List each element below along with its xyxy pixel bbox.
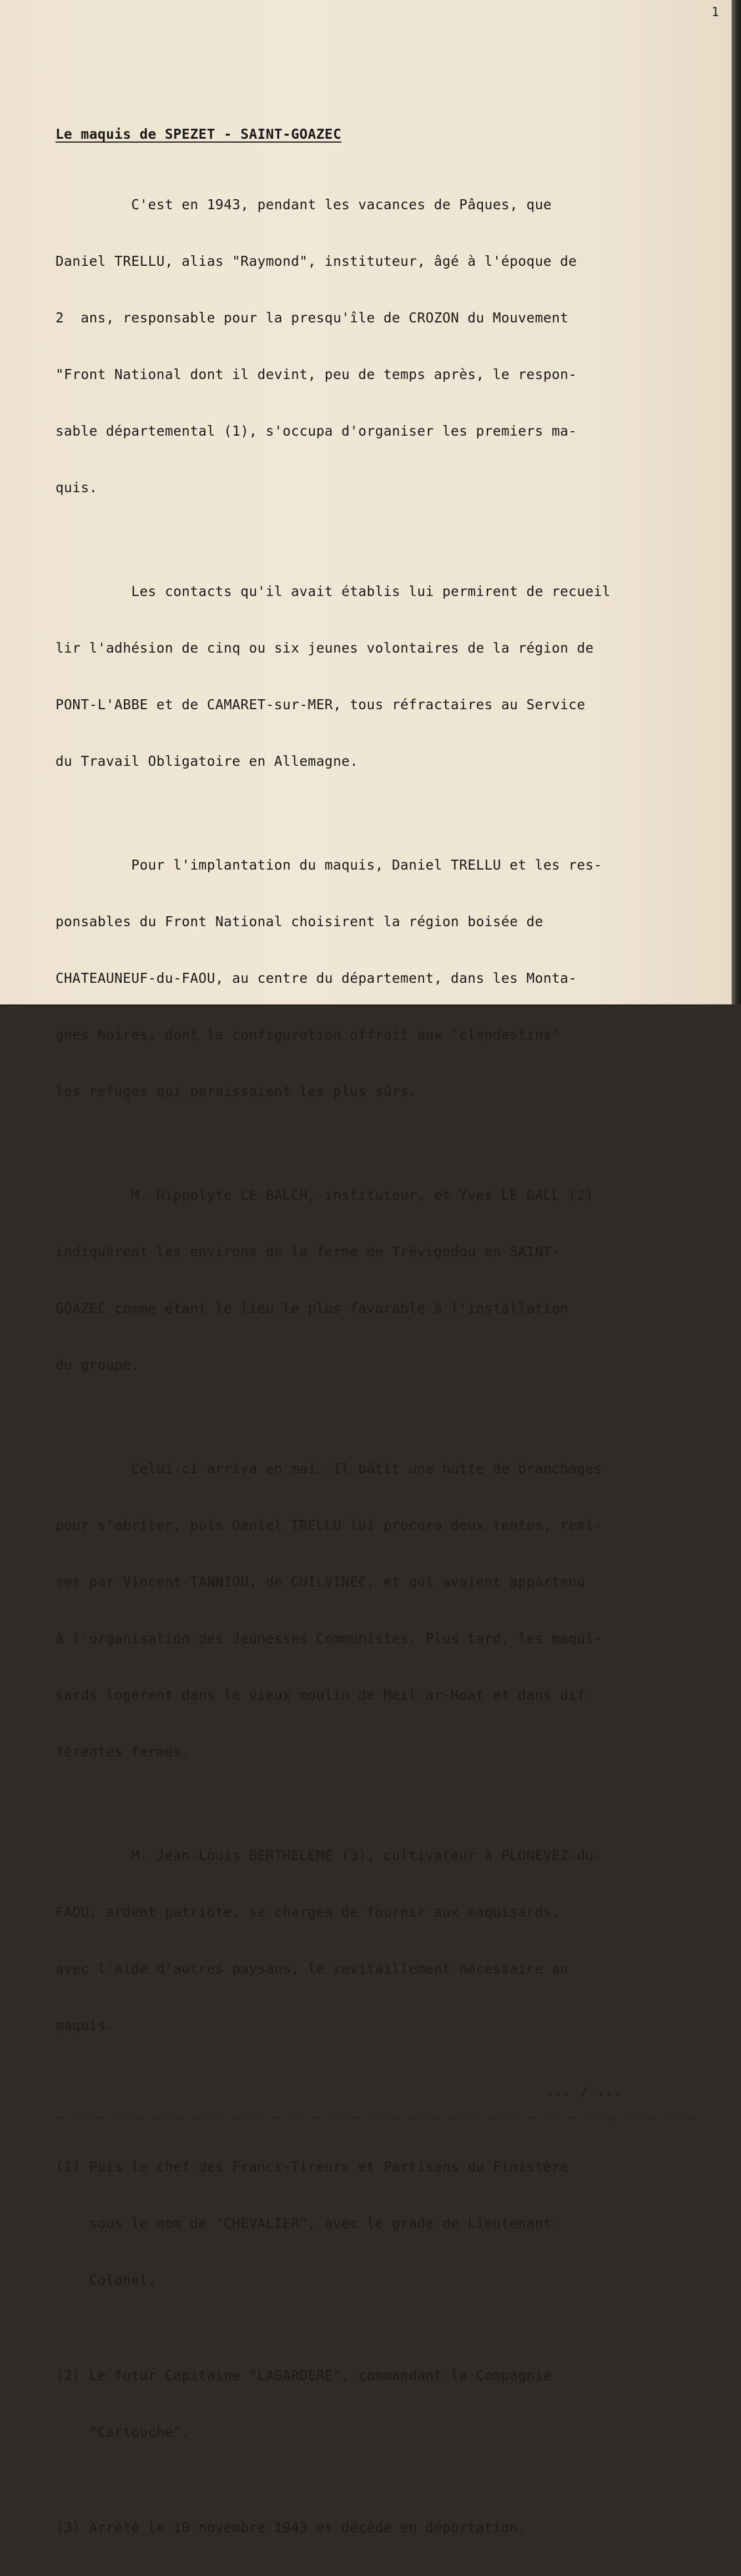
paragraph-5 — [56, 1422, 735, 1799]
text-line: Les contacts qu'il avait établis lui permirent de recueil — [56, 583, 611, 599]
continuation-mark: ... / ... — [546, 2083, 622, 2099]
paragraph-1 — [56, 158, 735, 535]
footnote-1 — [56, 2120, 735, 2327]
paragraph-4 — [56, 1148, 735, 1412]
text-line: M. Jean-Louis BERTHELEME (3), cultivateur à PLONEVEZ-du- — [56, 1847, 602, 1863]
paragraph-2 — [56, 544, 735, 809]
footnote-2 — [56, 2328, 735, 2479]
text-line: férentes fermes. — [56, 1744, 190, 1760]
text-line: du Travail Obligatoire en Allemagne. — [56, 753, 359, 769]
text-line: du groupe. — [56, 1357, 140, 1373]
page-number: 1 — [712, 6, 719, 19]
text-line: "Front National dont il devint, peu de temps après, le respon- — [56, 366, 577, 382]
text-line: maquis. — [56, 2017, 115, 2033]
text-line: sards logèrent dans le vieux moulin de Meil-ar-Hoat et dans dif- — [56, 1687, 594, 1703]
text-line: sable départemental (1), s'occupa d'organiser les premiers ma- — [56, 423, 577, 439]
text-line: FAOU, ardent patriote, se chargea de fournir aux maquisards, — [56, 1904, 561, 1920]
footnote-line: sous le nom de "CHEVALIER", avec le grade de Lieutenant- — [56, 2215, 561, 2231]
footnote-line: (3) Arrêté le 10 novembre 1943 et décédé en déportation. — [56, 2519, 527, 2535]
text-line: Daniel TRELLU, alias "Raymond", instituteur, âgé à l'époque de — [56, 253, 577, 269]
text-line: gnes Noires, dont la configuration offrait aux "clandestins" — [56, 1027, 561, 1043]
text-line: 2 ans, responsable pour la presqu'île de CROZON du Mouvement — [56, 310, 569, 326]
document-title: Le maquis de SPEZET - SAINT-GOAZEC — [56, 126, 342, 142]
footnote-line: Colonel. — [56, 2272, 157, 2288]
text-line: GOAZEC comme étant le lieu le plus favorable à l'installation — [56, 1300, 569, 1316]
footnote-line: (1) Puis le chef des Francs-Tireurs et Partisans du Finistère — [56, 2159, 569, 2175]
text-line: indiquèrent les environs de la ferme de Trévigodou en SAINT- — [56, 1244, 561, 1260]
text-line: ses par Vincent TANNIOU, de GUILVINEC, et qui avaient appartenu — [56, 1574, 586, 1590]
text-line: à l'organisation des Jeunesses Communistes. Plus tard, les maqui- — [56, 1630, 602, 1646]
text-line: ponsables du Front National choisirent la région boisée de — [56, 913, 543, 930]
text-line: avec l'aide d'autres paysans, le ravitaillement nécessaire au — [56, 1961, 569, 1977]
text-line: lir l'adhésion de cinq ou six jeunes volontaires de la région de — [56, 640, 594, 656]
text-line: Celui-ci arriva en mai. Il bâtit une hutte de branchages — [56, 1461, 602, 1477]
text-line: C'est en 1943, pendant les vacances de Pâques, que — [56, 196, 552, 213]
text-line: quis. — [56, 479, 98, 496]
footnote-separator: _ _ _ _ _ _ _ _ _ _ _ _ _ _ _ _ _ _ _ _ _ _ _ _ _ _ _ _ _ _ _ _ _ — [56, 2102, 696, 2118]
text-line: pour s'abriter, puis Daniel TRELLU lui procura deux tentes, remi- — [56, 1517, 602, 1533]
text-line: Pour l'implantation du maquis, Daniel TRELLU et les res- — [56, 857, 602, 873]
footnote-3 — [56, 2481, 735, 2575]
footnote-line: (2) Le futur Capitaine "LAGARDERE", commandant la Compagnie — [56, 2367, 552, 2383]
paragraph-6 — [56, 1809, 735, 2073]
document-body — [56, 125, 735, 2576]
text-line: CHATEAUNEUF-du-FAOU, au centre du département, dans les Monta- — [56, 970, 577, 986]
text-line: M. Hippolyte LE BALCH, instituteur, et Yves LE GALL (2) — [56, 1187, 594, 1203]
text-line: les refuges qui paraissaient les plus sûrs. — [56, 1083, 417, 1099]
paragraph-3 — [56, 818, 735, 1139]
text-line: PONT-L'ABBE et de CAMARET-sur-MER, tous réfractaires au Service — [56, 696, 586, 713]
footnote-line: "Cartouche". — [56, 2424, 190, 2440]
